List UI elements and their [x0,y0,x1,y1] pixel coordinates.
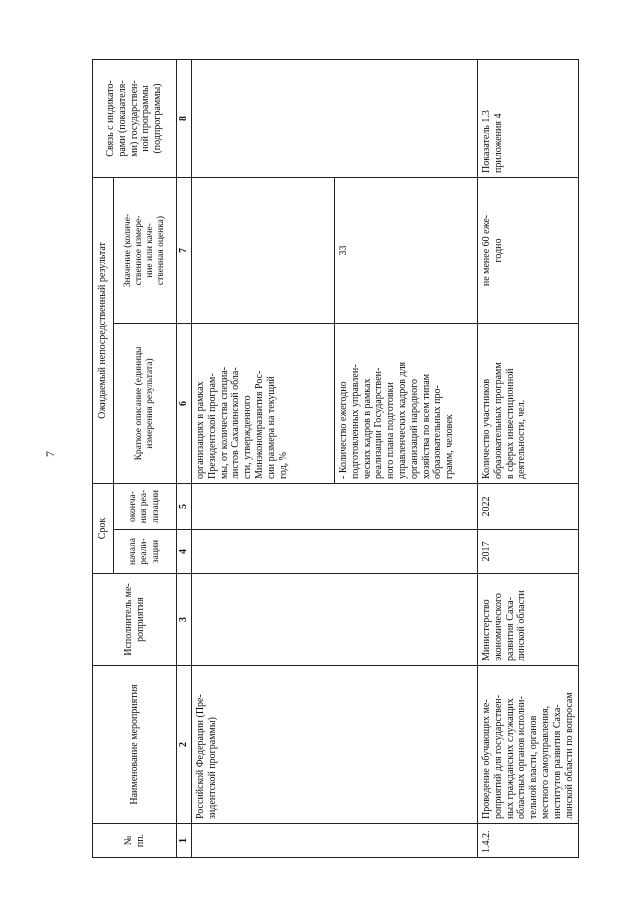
column-number-row [177,59,192,857]
row-start: 2017 [478,530,579,574]
row-end [192,484,478,530]
row-result-value [192,177,335,323]
column-number: 5 [177,484,192,530]
header-result: Ожидаемый непосредственный результат [93,177,114,483]
header-term-end: оконча- ния реа- лизации [114,484,177,530]
table-row [478,59,579,857]
column-number: 1 [177,824,192,858]
column-number: 3 [177,574,192,666]
row-result-desc: Количество участников образовательных программ в сферах инвестиционной деятельности, чел. [478,324,579,484]
table-row [192,59,335,857]
column-number: 7 [177,177,192,323]
rotated-table-page [92,60,575,858]
column-number: 2 [177,666,192,824]
column-number: 4 [177,530,192,574]
header-result-desc: Краткое описание (единицы измерения результата) [114,324,177,484]
row-result-desc: организациях в рамках Президентской програм- мы, от количества специа- листов Сахалинской обла- сти, утвержденного Минэкономразвития Рос- сии размера на текущий год, % [192,324,335,484]
header-executor: Исполнитель ме- роприятия [93,574,177,666]
column-number: 8 [177,59,192,177]
row-executor [192,574,478,666]
header-link: Связь с индикато- рами (показателя- ми) государствен- ной программы (подпрограммы) [93,59,177,177]
row-executor: Министерство экономического развития Саха- линской области [478,574,579,666]
row-num: 1.4.2. [478,824,579,858]
row-link [192,59,478,177]
header-row [93,59,114,857]
row-num [192,824,478,858]
row-end: 2022 [478,484,579,530]
row-result-value: не менее 60 еже- годно [478,177,579,323]
row-result-value: 33 [335,177,478,323]
column-number: 6 [177,324,192,484]
header-term-start: начала реали- зации [114,530,177,574]
row-name: Российской Федерации (Пре- зидентской программы) [192,666,478,824]
header-result-value: Значение (количе- ственное измере- ние или каче- ственная оценка) [114,177,177,323]
header-term: Срок [93,484,114,574]
page-number: 7 [43,451,57,457]
row-result-desc: - Количество ежегодно подготовленных управлен- ческих кадров в рамках реализации Государствен- ного плана подготовки управленческих кадров для организаций народного хозяйства по всем типам образовательных про- грамм, человек [335,324,478,484]
row-link: Показатель 1.3 приложения 4 [478,59,579,177]
row-name: Проведение обучающих ме- роприятий для государствен- ных гражданских служащих областных органов исполни- тельной власти, органов местного самоуправления, институтов развития Саха- линской области по вопросам [478,666,579,824]
header-name: Наименование мероприятия [93,666,177,824]
program-activities-table [92,59,579,858]
row-start [192,530,478,574]
header-num: № пп. [93,824,177,858]
